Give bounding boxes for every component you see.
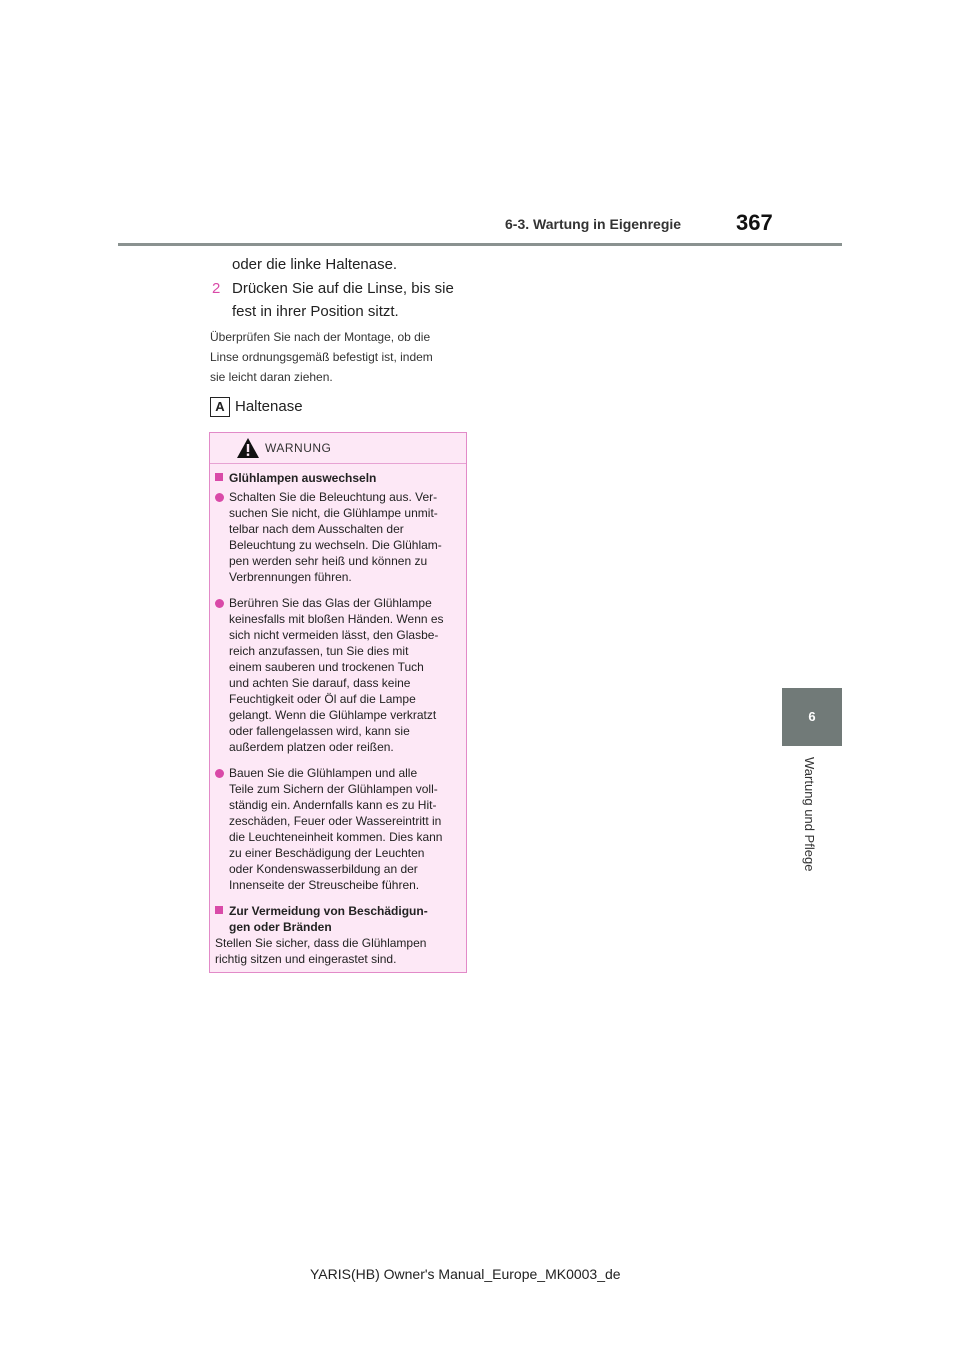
bullet-dot-icon	[215, 769, 224, 778]
page-number: 367	[736, 210, 773, 235]
section-title: 6-3. Wartung in Eigenregie	[505, 216, 682, 232]
warning-header	[210, 433, 466, 464]
legend	[210, 396, 303, 418]
step-2	[212, 277, 220, 301]
note-line: Linse ordnungsgemäß befestigt ist, indem	[210, 350, 433, 364]
warning-section-heading: Glühlampen auswechseln	[215, 470, 462, 486]
warning-body	[210, 464, 466, 967]
warning-box	[209, 432, 467, 973]
note-line: Überprüfen Sie nach der Montage, ob die	[210, 330, 431, 344]
square-bullet-icon	[215, 473, 223, 481]
warning-bullet: Schalten Sie die Beleuchtung aus. Ver- suchen Sie nicht, die Glühlampe unmit- telbar nach dem Ausschalten der Beleuchtung zu wechseln. Die Glühlam- pen werden sehr heiß und können zu Verbrennungen führen.	[215, 489, 462, 585]
warning-bullet: Bauen Sie die Glühlampen und alle Teile zum Sichern der Glühlampen voll- ständig ein. Andernfalls kann es zu Hit- zeschäden, Feuer oder Wassereintritt in die Leuchteneinheit kommen. Dies kann zu einer Beschädigung der Leuchten oder Kondenswasserbildung an der Innenseite der Streuscheibe führen.	[215, 765, 462, 893]
warning-section-heading: Zur Vermeidung von Beschädigun- gen oder Bränden	[215, 903, 462, 935]
legend-letter: A	[210, 397, 230, 417]
warning-triangle-icon	[236, 437, 260, 459]
step-continuation: oder die linke Haltenase.	[232, 256, 398, 273]
legend-text: Haltenase	[235, 398, 303, 415]
warning-bullet: Berühren Sie das Glas der Glühlampe keinesfalls mit bloßen Händen. Wenn es sich nicht vermeiden lässt, den Glasbe- reich anzufassen, tun Sie dies mit einem sauberen und trockenen Tuch und achten Sie darauf, dass keine Feuchtigkeit oder Öl auf die Lampe gelangt. Wenn die Glühlampe verkratzt oder fallengelassen wird, kann sie außerdem platzen oder reißen.	[215, 595, 462, 755]
step-2-line2: fest in ihrer Position sitzt.	[232, 303, 399, 320]
header-rule	[118, 243, 842, 246]
bullet-dot-icon	[215, 493, 224, 502]
square-bullet-icon	[215, 906, 223, 914]
step-2-number: 2	[212, 280, 221, 297]
chapter-tab	[782, 688, 842, 746]
bullet-dot-icon	[215, 599, 224, 608]
chapter-number: 6	[808, 709, 816, 724]
chapter-side-label: Wartung und Pflege	[802, 757, 817, 872]
note-line: sie leicht daran ziehen.	[210, 370, 333, 384]
footer-text: YARIS(HB) Owner's Manual_Europe_MK0003_de	[310, 1266, 621, 1282]
warning-text: Stellen Sie sicher, dass die Glühlampen richtig sitzen und eingerastet sind.	[215, 936, 427, 966]
note-paragraph	[210, 327, 468, 387]
warning-title: WARNUNG	[265, 441, 332, 455]
step-2-line1: Drücken Sie auf die Linse, bis sie	[232, 280, 454, 297]
